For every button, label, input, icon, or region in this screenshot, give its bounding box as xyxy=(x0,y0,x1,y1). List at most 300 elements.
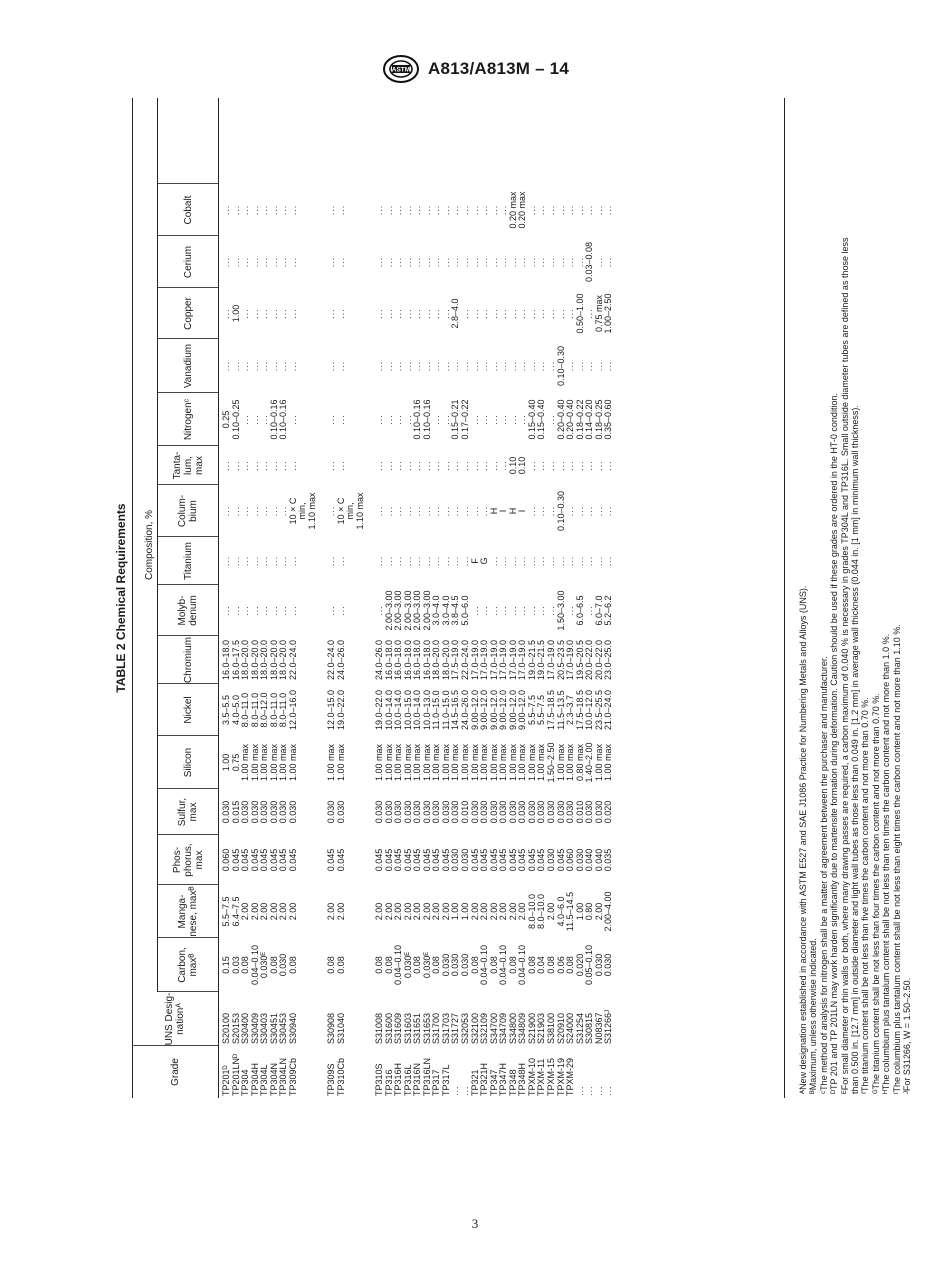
table-cell xyxy=(356,736,366,789)
table-cell: 18.0–20.0 xyxy=(278,639,289,681)
table-cell: ... xyxy=(574,1085,585,1096)
table-cell: ... xyxy=(373,460,384,471)
table-row xyxy=(337,98,347,1098)
table-cell: TPXM-10 xyxy=(526,1057,537,1096)
table-cell: 16.0–18.0 xyxy=(221,639,231,681)
table-cell xyxy=(308,339,318,393)
table-cell: 1.50–3.00 xyxy=(555,590,566,631)
table-cell: ... xyxy=(373,204,384,216)
table-cell: 19.0–21.5 xyxy=(536,639,547,681)
table-cell: 2.3–3.7 xyxy=(565,694,576,726)
table-cell: ... xyxy=(546,360,557,372)
table-cell: min, xyxy=(297,502,308,520)
table-cell: 8.0–11.0 xyxy=(268,692,279,728)
table-cell: 1.00 max xyxy=(526,743,537,782)
column-header: Cerium xyxy=(182,245,194,279)
table-cell: S31600 xyxy=(383,1012,394,1044)
table-cell: 0.020 xyxy=(574,953,585,977)
table-cell: S30940 xyxy=(287,1012,298,1044)
table-cell: 0.045 xyxy=(402,848,413,872)
table-cell: 1.00 max xyxy=(431,743,442,782)
table-cell: 0.10–0.30 xyxy=(555,490,566,532)
table-cell xyxy=(356,339,366,393)
table-cell: G xyxy=(479,557,490,565)
table-cell: ... xyxy=(479,505,490,517)
table-cell: S34700 xyxy=(488,1012,499,1044)
table-cell: 0.045 xyxy=(536,848,547,872)
table-cell: ... xyxy=(240,414,251,425)
table-cell: ... xyxy=(412,204,423,216)
table-cell: ... xyxy=(421,555,432,567)
table-cell: 0.045 xyxy=(412,848,423,872)
table-cell: ... xyxy=(249,555,260,567)
table-cell: ... xyxy=(460,1085,470,1096)
table-cell: ... xyxy=(373,414,384,425)
column-header: Silicon xyxy=(182,747,194,778)
table-cell: ... xyxy=(574,460,585,471)
table-cell: ... xyxy=(412,460,423,471)
table-row xyxy=(270,98,280,1098)
table-cell: 0.80 max xyxy=(574,743,585,782)
table-cell xyxy=(346,885,356,938)
table-cell: 5.5–7.5 xyxy=(536,694,547,726)
table-cell: ... xyxy=(469,256,480,268)
table-cell: ... xyxy=(546,308,557,319)
table-cell: 0.045 xyxy=(526,848,537,872)
column-header: Manga-nese, maxᴮ xyxy=(177,886,199,937)
table-cell: 2.00 xyxy=(546,902,557,921)
table-cell: 0.75 xyxy=(230,753,241,772)
table-cell xyxy=(298,339,308,393)
footnote: ᴰTP 201 and TP 201LN may work harden significantly due to martensite formation during deformation. Caution should be used if these grades are ordered in the HT-0 condition. xyxy=(829,393,840,1094)
table-cell: ... xyxy=(393,308,404,319)
table-cell: ... xyxy=(326,605,337,616)
table-cell: ... xyxy=(373,605,384,616)
table-cell: S20910 xyxy=(555,1012,566,1044)
table-cell: 18.0–20.0 xyxy=(268,639,279,681)
table-cell: ... xyxy=(460,204,470,216)
table-cell: 1.00 max xyxy=(335,743,346,782)
table-cell: ... xyxy=(259,308,270,319)
table-cell: 11.5–14.5 xyxy=(565,891,576,932)
table-cell: 0.040 xyxy=(584,848,595,872)
table-cell: ... xyxy=(259,555,270,567)
table-cell: 0.10–0.16 xyxy=(412,399,423,440)
table-cell: 2.00 xyxy=(440,902,451,921)
table-cell: 0.030 xyxy=(326,800,337,824)
table-cell: 0.10 xyxy=(507,456,518,475)
table-cell xyxy=(308,537,318,585)
table-cell: ... xyxy=(268,308,279,319)
table-cell: ... xyxy=(488,256,499,268)
table-cell: ... xyxy=(240,204,251,216)
table-cell: 2.00 xyxy=(431,902,442,921)
column-header: Phos-phorus, max xyxy=(171,843,205,877)
table-cell xyxy=(308,585,318,636)
table-cell: ... xyxy=(393,555,404,567)
table-cell: S31040 xyxy=(335,1012,346,1044)
table-cell: ... xyxy=(230,555,241,567)
table-cell: ... xyxy=(412,360,423,372)
table-cell xyxy=(308,835,318,885)
table-cell: 0.030 xyxy=(421,800,432,824)
table-cell xyxy=(298,636,308,684)
table-cell: 16.0–18.0 xyxy=(421,639,432,681)
table-cell xyxy=(346,446,356,485)
table-cell: ... xyxy=(565,505,576,517)
table-cell: 16.0–18.0 xyxy=(383,639,394,681)
table-cell: TP304H xyxy=(249,1062,260,1096)
table-cell: ... xyxy=(574,256,585,268)
table-cell: 0.030 xyxy=(603,953,614,977)
table-cell: 2.00 xyxy=(326,902,337,921)
table-cell: ... xyxy=(249,360,260,372)
table-cell: 0.030 xyxy=(526,800,537,824)
table-cell: TP310S xyxy=(373,1063,384,1096)
table-cell: ... xyxy=(593,360,604,372)
table-cell: 0.18–0.25 xyxy=(593,399,604,440)
table-rule xyxy=(784,98,785,1098)
footnote: ᴬNew designation established in accordance with ASTM E527 and SAE J1086 Practice for Numbering Metals and Alloys (UNS). xyxy=(798,585,808,1094)
table-cell: 0.030 xyxy=(440,800,451,824)
table-cell: ... xyxy=(565,308,576,319)
table-cell: ... xyxy=(536,308,547,319)
table-cell: 20.5–23.5 xyxy=(555,639,566,681)
table-cell: S32100 xyxy=(469,1012,480,1044)
table-cell: 1.00 max xyxy=(393,743,404,782)
table-cell: 3.5–5.5 xyxy=(221,694,231,726)
table-cell: ... xyxy=(326,460,337,471)
table-row xyxy=(327,98,337,1098)
table-cell: ... xyxy=(498,308,509,319)
table-rule xyxy=(132,98,133,1098)
table-cell: ... xyxy=(249,256,260,268)
table-cell: 0.030 xyxy=(450,953,461,977)
table-cell: ... xyxy=(584,204,595,216)
table-cell: ... xyxy=(412,555,423,567)
table-cell: ... xyxy=(488,360,499,372)
table-cell: ... xyxy=(555,460,566,471)
table-cell: 1.00 max xyxy=(460,743,470,782)
table-cell: 4.0–5.0 xyxy=(230,694,241,726)
table-cell: ... xyxy=(268,605,279,616)
table-cell: 16.0–18.0 xyxy=(402,639,413,681)
table-cell: ... xyxy=(402,555,413,567)
table-cell xyxy=(308,938,318,992)
table-cell xyxy=(346,636,356,684)
table-cell: H xyxy=(507,507,518,515)
table-cell: ... xyxy=(268,460,279,471)
table-cell: ... xyxy=(460,505,470,517)
svg-text:ASTM: ASTM xyxy=(391,66,411,74)
table-cell: ... xyxy=(498,460,509,471)
table-cell: 1.00 max xyxy=(507,743,518,782)
table-cell: ... xyxy=(421,308,432,319)
table-cell: ... xyxy=(450,1085,461,1096)
table-cell: ... xyxy=(574,505,585,517)
table-cell: 0.03 xyxy=(230,956,241,974)
page-number: 3 xyxy=(471,1216,479,1231)
table-cell: 0.15–0.40 xyxy=(526,399,537,440)
table-cell: H xyxy=(488,507,499,515)
page-header xyxy=(382,52,569,86)
table-cell: 0.25 xyxy=(221,410,231,429)
table-cell: ... xyxy=(221,308,231,319)
table-cell: ... xyxy=(498,555,509,567)
table-cell: S31008 xyxy=(373,1012,384,1044)
table-cell: S31700 xyxy=(431,1012,442,1044)
table-cell: S30400 xyxy=(240,1012,251,1044)
table-cell: 0.08 xyxy=(240,956,251,974)
table-cell: 0.08 xyxy=(469,956,480,974)
table-cell: ... xyxy=(383,204,394,216)
table-cell: ... xyxy=(373,308,384,319)
table-row xyxy=(279,98,289,1098)
table-cell: ... xyxy=(259,360,270,372)
table-cell: ... xyxy=(488,605,499,616)
table-cell: ... xyxy=(287,360,298,372)
table-cell: 2.00 xyxy=(421,902,432,921)
table-cell: S30451 xyxy=(268,1012,279,1044)
table-cell: ... xyxy=(460,360,470,372)
table-cell: S32109 xyxy=(479,1012,490,1044)
table-cell: ... xyxy=(326,555,337,567)
table-cell: 1.00 xyxy=(460,902,470,921)
table-cell: S30453 xyxy=(278,1012,289,1044)
rotated-table-region xyxy=(110,98,913,1098)
table-cell: 6.0–7.0 xyxy=(593,595,604,626)
table-cell: 2.00 xyxy=(412,902,423,921)
table-cell: 0.040 xyxy=(593,848,604,872)
table-cell: ... xyxy=(536,555,547,567)
table-cell: ... xyxy=(431,308,442,319)
table-cell: S31254 xyxy=(574,1012,585,1044)
table-cell: TP316LN xyxy=(421,1057,432,1096)
table-cell: 1.00 max xyxy=(488,743,499,782)
table-cell: ... xyxy=(221,505,231,517)
table-cell: ... xyxy=(421,505,432,517)
table-cell: ... xyxy=(335,414,346,425)
table-cell: 0.030 xyxy=(593,800,604,824)
table-cell: ... xyxy=(488,460,499,471)
table-cell: TP316H xyxy=(393,1062,404,1096)
footnote: ᴵThe columbium plus tantalum content shall be not less than eight times the carbon content and not more than 1.10 %. xyxy=(891,624,902,1094)
table-cell: ... xyxy=(536,204,547,216)
table-cell: ... xyxy=(421,204,432,216)
table-cell: 0.030ᴱ xyxy=(421,951,432,979)
table-cell: ... xyxy=(526,360,537,372)
table-cell: ... xyxy=(278,505,289,517)
table-cell: 0.010 xyxy=(574,800,585,824)
table-cell xyxy=(356,236,366,288)
table-cell: 1.10 max xyxy=(354,492,365,530)
table-cell: ... xyxy=(507,605,518,616)
table-cell: 24.0–26.0 xyxy=(460,689,470,731)
table-cell: 10.0–14.0 xyxy=(383,689,394,731)
column-header: Sulfur, max xyxy=(177,797,199,827)
table-cell: 0.10–0.16 xyxy=(268,399,279,440)
table-cell: ... xyxy=(230,605,241,616)
table-cell: 1.00 max xyxy=(249,743,260,782)
column-header: Chromium xyxy=(182,636,194,684)
table-cell: ... xyxy=(431,414,442,425)
table-cell: ... xyxy=(402,256,413,268)
table-cell xyxy=(356,992,366,1044)
table-cell: S30409 xyxy=(249,1012,260,1044)
table-cell: ... xyxy=(536,360,547,372)
table-cell: TP347 xyxy=(488,1069,499,1096)
table-cell: ... xyxy=(278,555,289,567)
table-cell: 11.0–15.0 xyxy=(431,690,442,730)
table-row xyxy=(251,98,261,1098)
table-cell: ... xyxy=(593,204,604,216)
table-cell: 1.00–2.50 xyxy=(603,293,614,334)
table-cell: 3.8–4.5 xyxy=(450,595,461,626)
column-header: Nickel xyxy=(182,696,194,724)
table-cell: 0.04–0.10 xyxy=(393,944,404,986)
table-cell: 9.00–12.0 xyxy=(479,689,490,731)
table-cell: ... xyxy=(460,555,470,567)
table-row xyxy=(318,98,328,1098)
table-cell xyxy=(346,288,356,339)
table-cell: ... xyxy=(584,605,595,616)
table-cell: ... xyxy=(278,256,289,268)
table-cell: ... xyxy=(565,460,576,471)
table-cell: 0.10–0.25 xyxy=(230,399,241,440)
table-cell: 12.0–16.0 xyxy=(287,689,298,731)
table-cell: 2.00–3.00 xyxy=(402,590,413,631)
table-cell: ... xyxy=(460,256,470,268)
table-cell: TP316 xyxy=(383,1069,394,1096)
table-cell: S32053 xyxy=(460,1012,470,1044)
table-cell: S34709 xyxy=(498,1012,509,1044)
table-cell: 0.030 xyxy=(278,953,289,977)
table-cell: 2.8–4.0 xyxy=(450,298,461,329)
table-cell: 1.00 max xyxy=(517,743,528,782)
table-cell: 9.00–12.0 xyxy=(469,689,480,731)
table-cell: 0.045 xyxy=(268,848,279,872)
table-cell: TP321 xyxy=(469,1069,480,1096)
table-cell: 1.00 max xyxy=(498,743,509,782)
table-cell: ... xyxy=(230,256,241,268)
table-cell: S24000 xyxy=(565,1012,576,1044)
table-cell: 1.00 max xyxy=(240,743,251,782)
table-cell: ... xyxy=(431,460,442,471)
table-cell: S21903 xyxy=(536,1012,547,1044)
table-cell: ... xyxy=(393,414,404,425)
table-cell: 0.50–1.00 xyxy=(574,293,585,334)
table-cell: 0.030 xyxy=(460,848,470,872)
table-cell: 1.00 max xyxy=(469,743,480,782)
table-cell: ... xyxy=(326,308,337,319)
table-cell xyxy=(308,992,318,1044)
table-cell xyxy=(356,184,366,236)
table-cell: ... xyxy=(565,256,576,268)
table-cell: 17.0–19.0 xyxy=(488,639,499,681)
table-row xyxy=(480,98,490,1098)
table-cell: ... xyxy=(335,360,346,372)
table-row xyxy=(289,98,299,1098)
table-cell: 1.00 max xyxy=(402,743,413,782)
table-cell: ... xyxy=(479,605,490,616)
table-cell: ... xyxy=(335,256,346,268)
table-cell: 8.0–10.0 xyxy=(536,893,547,930)
table-cell: ... xyxy=(469,460,480,471)
table-cell: 0.04–0.10 xyxy=(479,944,490,986)
table-cell: 1.50–2.50 xyxy=(546,742,557,783)
table-cell: ... xyxy=(565,605,576,616)
table-cell: ... xyxy=(507,555,518,567)
table-cell: 0.045 xyxy=(335,848,346,872)
table-row xyxy=(356,98,366,1098)
footnote: ᴱFor small diameter or thin walls or both, where many drawing passes are required, a carbon maximum of 0.040 % is necessary in grades TP304L and TP316L. Small outside diameter tubes are defined as those less xyxy=(839,237,850,1094)
table-cell: ... xyxy=(287,256,298,268)
table-cell: 0.030 xyxy=(498,800,509,824)
table-cell: ... xyxy=(546,460,557,471)
table-cell xyxy=(308,1046,318,1096)
table-cell: 0.045 xyxy=(517,848,528,872)
astm-logo-icon xyxy=(382,54,420,84)
table-cell: 0.08 xyxy=(287,956,298,974)
table-cell: 0.030 xyxy=(507,800,518,824)
table-cell: ... xyxy=(278,360,289,372)
table-cell: 2.00 xyxy=(498,902,509,921)
table-cell: ... xyxy=(498,360,509,372)
table-cell: ... xyxy=(440,555,451,567)
table-cell: 10.0–15.0 xyxy=(402,689,413,731)
table-cell: ... xyxy=(584,505,595,517)
table-cell: 0.045 xyxy=(230,848,241,872)
table-cell: 0.20 max xyxy=(507,191,518,229)
table-cell: 0.15–0.21 xyxy=(450,399,461,440)
table-cell: 0.030 xyxy=(383,800,394,824)
table-cell: 8.0–11.0 xyxy=(278,692,289,728)
table-cell: ... xyxy=(402,505,413,517)
table-cell: ... xyxy=(536,605,547,616)
table-cell: TP310Cb xyxy=(335,1057,346,1096)
table-cell: ... xyxy=(240,505,251,517)
table-cell: ... xyxy=(565,555,576,567)
table-cell: 0.20–0.40 xyxy=(555,399,566,440)
table-cell: ... xyxy=(517,360,528,372)
table-cell: 4.0–6.0 xyxy=(555,896,566,927)
table-cell xyxy=(298,184,308,236)
table-cell: 1.00 max xyxy=(383,743,394,782)
table-cell xyxy=(308,446,318,485)
table-cell: 0.030 xyxy=(278,800,289,824)
table-cell xyxy=(308,636,318,684)
table-cell: ... xyxy=(507,414,518,425)
table-cell: ... xyxy=(383,505,394,517)
table-cell: 2.00 xyxy=(469,902,480,921)
table-cell xyxy=(346,339,356,393)
table-cell: ... xyxy=(593,460,604,471)
table-cell: 0.030 xyxy=(460,953,470,977)
table-cell xyxy=(346,537,356,585)
table-cell: 0.045 xyxy=(507,848,518,872)
table-cell: ... xyxy=(517,308,528,319)
table-cell: ... xyxy=(546,505,557,517)
table-cell: 2.00 xyxy=(249,902,260,921)
table-cell: 3.0–4.0 xyxy=(431,595,442,626)
table-cell: ... xyxy=(230,204,241,216)
table-cell: ... xyxy=(498,256,509,268)
table-cell: 12.0–15.0 xyxy=(326,689,337,731)
table-cell: ... xyxy=(507,360,518,372)
table-cell: 17.5–19.0 xyxy=(450,639,461,681)
table-cell: ... xyxy=(335,308,346,319)
table-cell: 19.0–21.5 xyxy=(526,639,537,681)
